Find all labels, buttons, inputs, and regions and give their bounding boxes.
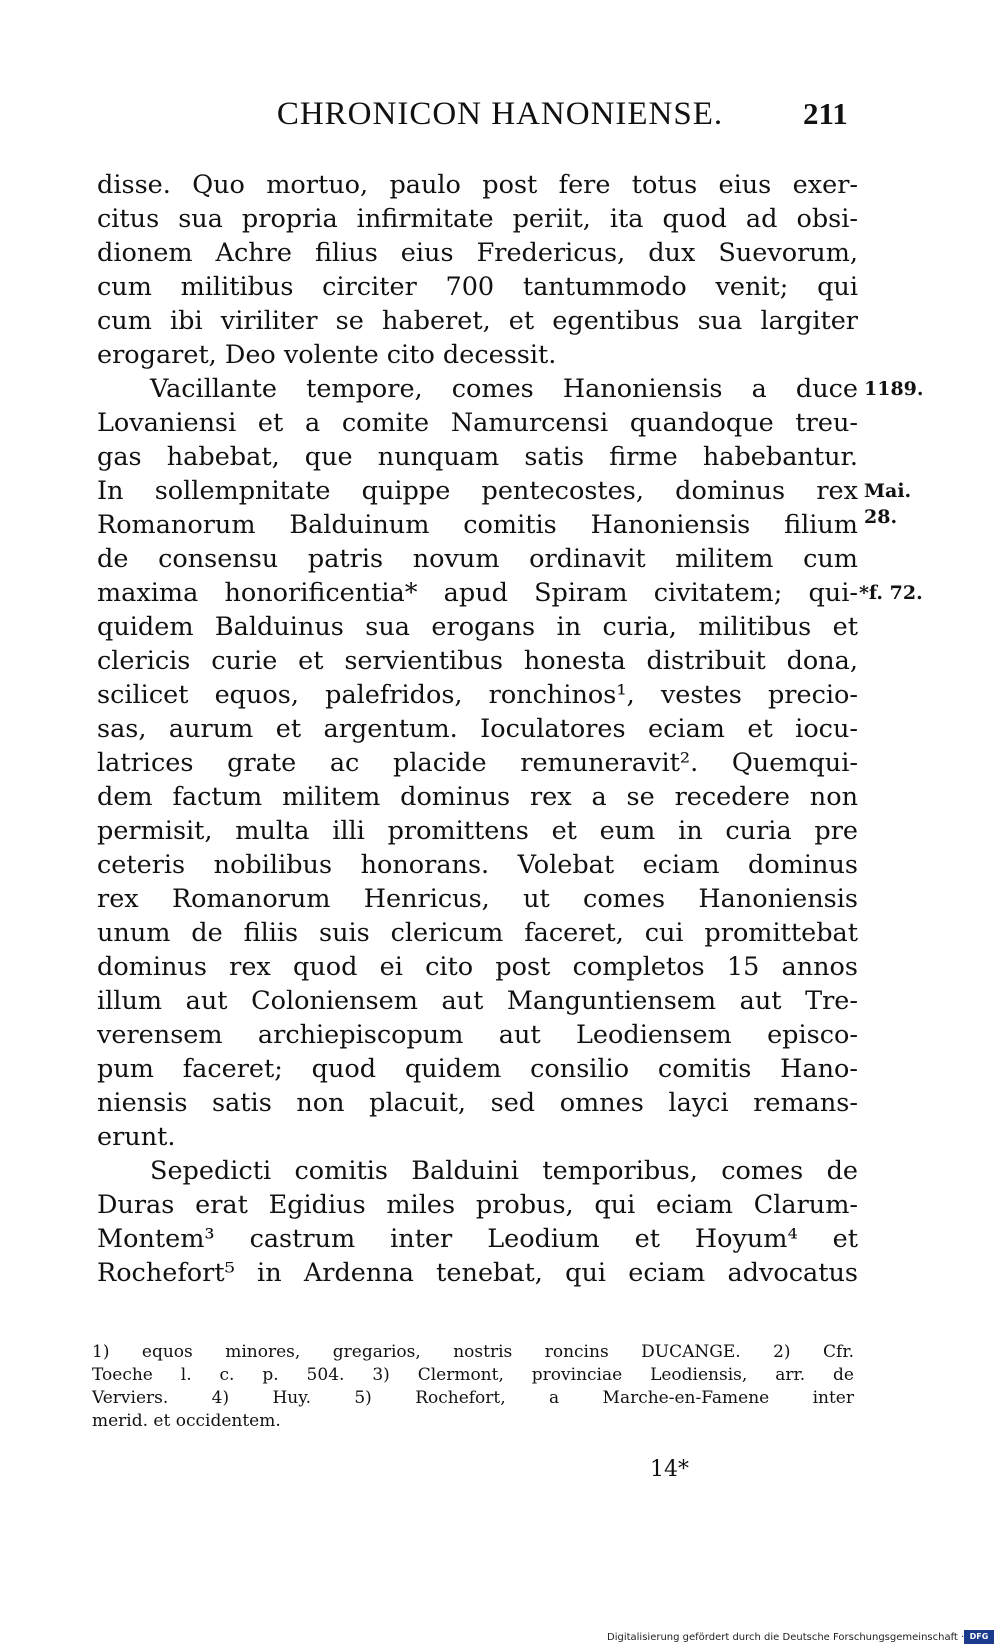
text-line: sas, aurum et argentum. Ioculatores eciam et iocu-: [97, 714, 858, 744]
text-line: Duras erat Egidius miles probus, qui eciam Clarum-: [97, 1190, 858, 1220]
margin-folio: *f. 72.: [859, 582, 923, 604]
text-line: erunt.: [97, 1122, 176, 1152]
dfg-logo: DFG: [964, 1630, 994, 1644]
text-line: Rochefort⁵ in Ardenna tenebat, qui eciam advocatus: [97, 1258, 858, 1288]
running-title: CHRONICON HANONIENSE.: [276, 96, 724, 132]
text-line: dem factum militem dominus rex a se recedere non: [97, 782, 858, 812]
text-line: clericis curie et servientibus honesta distribuit dona,: [97, 646, 858, 676]
text-line: Sepedicti comitis Balduini temporibus, comes de: [150, 1156, 858, 1186]
text-line: Montem³ castrum inter Leodium et Hoyum⁴ et: [97, 1224, 858, 1254]
footnote-line: merid. et occidentem.: [92, 1411, 281, 1431]
text-line: dionem Achre filius eius Fredericus, dux Suevorum,: [97, 238, 858, 268]
text-line: ceteris nobilibus honorans. Volebat eciam dominus: [97, 850, 858, 880]
text-line: de consensu patris novum ordinavit militem cum: [97, 544, 858, 574]
text-line: quidem Balduinus sua erogans in curia, militibus et: [97, 612, 858, 642]
text-line: Lovaniensi et a comite Namurcensi quandoque treu-: [97, 408, 858, 438]
text-line: rex Romanorum Henricus, ut comes Hanoniensis: [97, 884, 858, 914]
footnote-line: Verviers. 4) Huy. 5) Rochefort, a Marche-en-Famene inter: [92, 1388, 854, 1408]
margin-year: 1189.: [864, 378, 924, 400]
text-line: illum aut Coloniensem aut Manguntiensem aut Tre-: [97, 986, 858, 1016]
digitization-credit: Digitalisierung gefördert durch die Deutsche Forschungsgemeinschaft ·: [607, 1632, 965, 1643]
text-line: disse. Quo mortuo, paulo post fere totus eius exer-: [97, 170, 858, 200]
text-line: niensis satis non placuit, sed omnes layci remans-: [97, 1088, 858, 1118]
text-line: maxima honorificentia* apud Spiram civitatem; qui-: [97, 578, 858, 608]
margin-day: 28.: [864, 506, 898, 528]
text-line: gas habebat, que nunquam satis firme habebantur.: [97, 442, 858, 472]
text-line: pum faceret; quod quidem consilio comitis Hano-: [97, 1054, 858, 1084]
text-line: citus sua propria infirmitate periit, ita quod ad obsi-: [97, 204, 858, 234]
text-line: permisit, multa illi promittens et eum in curia pre: [97, 816, 858, 846]
text-line: cum militibus circiter 700 tantummodo venit; qui: [97, 272, 858, 302]
text-line: dominus rex quod ei cito post completos 15 annos: [97, 952, 858, 982]
text-line: Romanorum Balduinum comitis Hanoniensis filium: [97, 510, 858, 540]
margin-month: Mai.: [864, 480, 912, 502]
page-number: 211: [803, 96, 848, 131]
text-line: erogaret, Deo volente cito decessit.: [97, 340, 557, 370]
text-line: cum ibi viriliter se haberet, et egentibus sua largiter: [97, 306, 858, 336]
text-line: unum de filiis suis clericum faceret, cui promittebat: [97, 918, 858, 948]
text-line: latrices grate ac placide remuneravit². Quemqui-: [97, 748, 858, 778]
text-line: verensem archiepiscopum aut Leodiensem episco-: [97, 1020, 858, 1050]
text-line: Vacillante tempore, comes Hanoniensis a duce: [150, 374, 858, 404]
text-line: scilicet equos, palefridos, ronchinos¹, vestes precio-: [97, 680, 858, 710]
footnote-line: Toeche l. c. p. 504. 3) Clermont, provinciae Leodiensis, arr. de: [92, 1365, 854, 1385]
signature-mark: 14*: [650, 1457, 689, 1482]
text-line: In sollempnitate quippe pentecostes, dominus rex: [97, 476, 858, 506]
footnote-line: 1) equos minores, gregarios, nostris roncins DUCANGE. 2) Cfr.: [92, 1342, 854, 1362]
